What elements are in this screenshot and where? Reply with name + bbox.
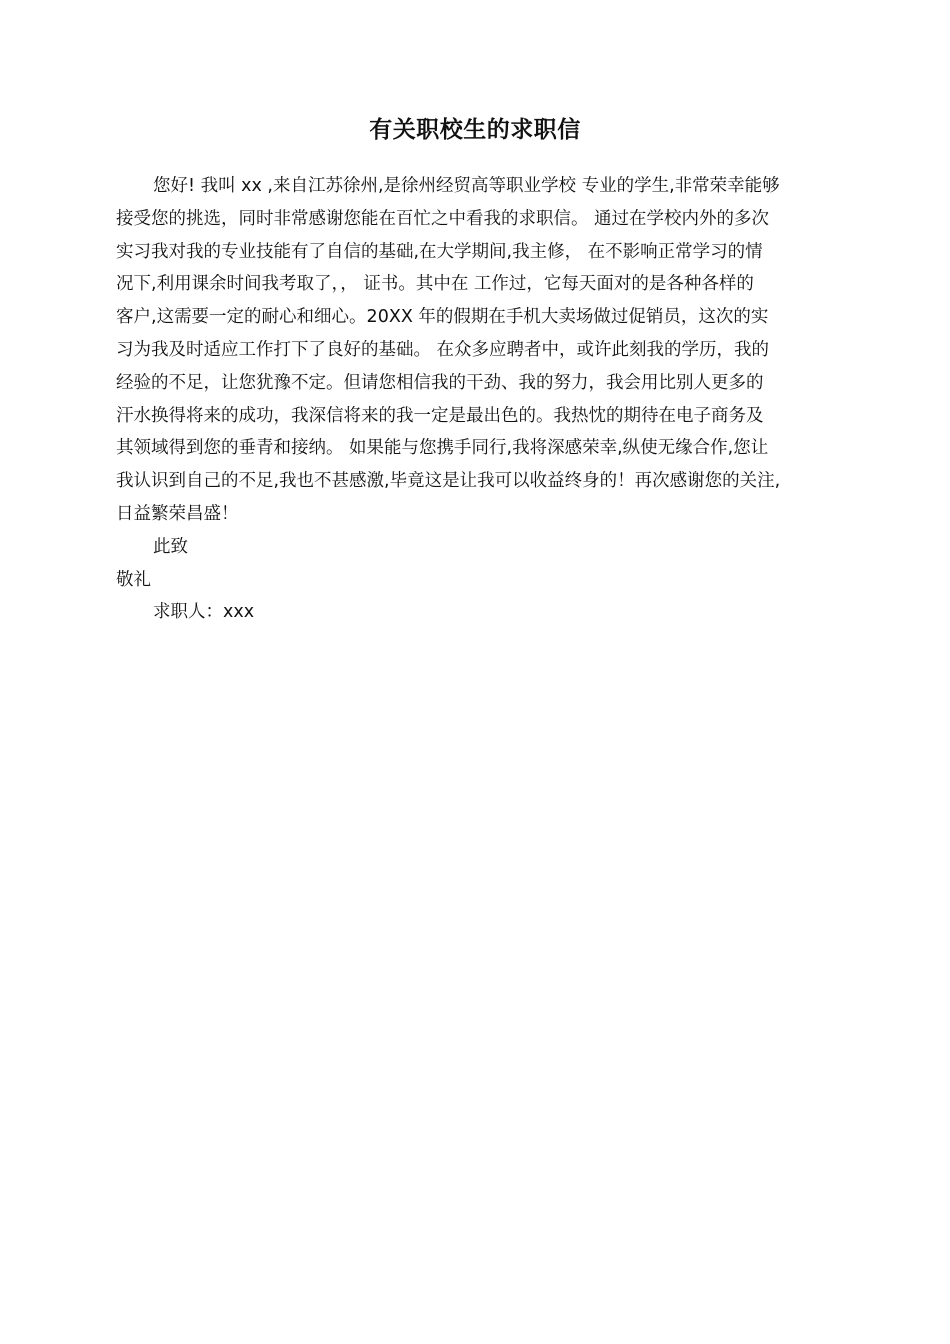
paragraph-line: 习为我及时适应工作打下了良好的基础。 在众多应聘者中，或许此刻我的学历，我的 xyxy=(116,339,770,360)
paragraph-line: 况下,利用课余时间我考取了，， 证书。其中在 工作过，它每天面对的是各种各样的 xyxy=(116,274,754,295)
salute-line: 敬礼 xyxy=(116,569,151,590)
closing-line: 此致 xyxy=(153,536,188,557)
paragraph-line: 汗水换得将来的成功，我深信将来的我一定是最出色的。我热忱的期待在电子商务及 xyxy=(116,405,764,426)
paragraph-line: 日益繁荣昌盛！ xyxy=(116,503,239,524)
signature-line: 求职人：xxx xyxy=(153,602,255,623)
paragraph-line: 您好! 我叫 xx ,来自江苏徐州,是徐州经贸高等职业学校 专业的学生,非常荣幸能够 xyxy=(153,176,780,196)
paragraph-line: 接受您的挑选，同时非常感谢您能在百忙之中看我的求职信。 通过在学校内外的多次 xyxy=(116,208,770,229)
page-title: 有关职校生的求职信 xyxy=(369,117,581,143)
paragraph-line: 我认识到自己的不足,我也不甚感激,毕竟这是让我可以收益终身的！再次感谢您的关注, xyxy=(116,471,781,492)
letter-body xyxy=(116,170,856,629)
paragraph-line: 经验的不足，让您犹豫不定。但请您相信我的干劲、我的努力，我会用比别人更多的 xyxy=(116,372,764,393)
paragraph-line: 实习我对我的专业技能有了自信的基础,在大学期间,我主修， 在不影响正常学习的情 xyxy=(116,241,763,262)
paragraph-line: 客户,这需要一定的耐心和细心。20XX 年的假期在手机大卖场做过促销员，这次的实 xyxy=(116,307,769,328)
paragraph-line: 其领域得到您的垂青和接纳。 如果能与您携手同行,我将深感荣幸,纵使无缘合作,您让 xyxy=(116,438,769,459)
